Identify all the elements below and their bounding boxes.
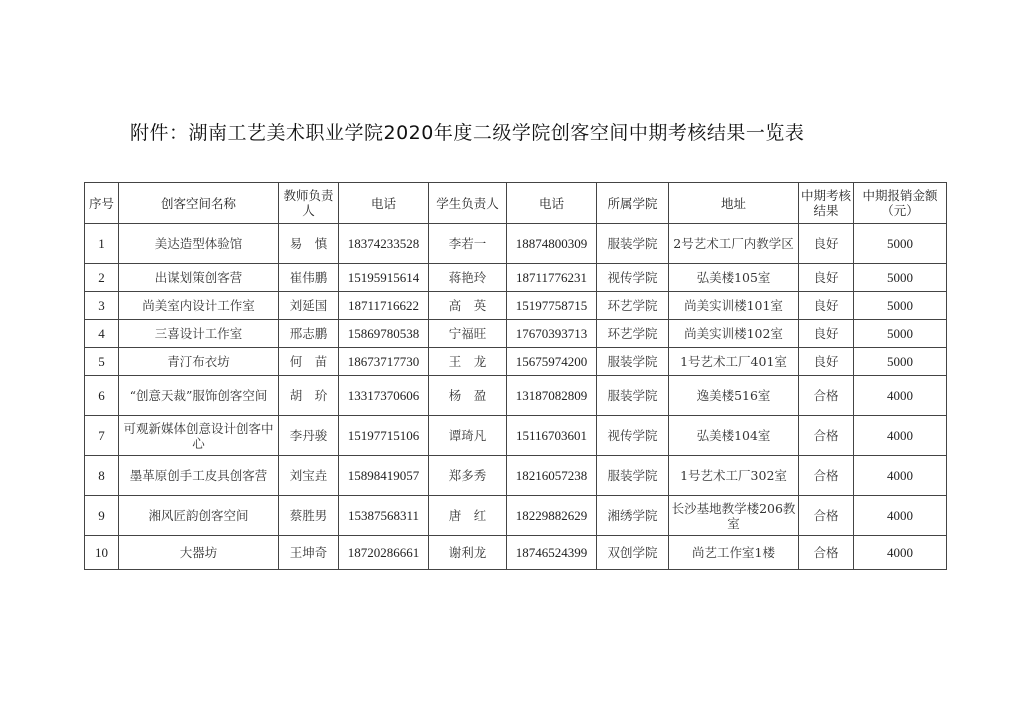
cell-student-phone: 15116703601 [507, 416, 597, 456]
cell-amount: 5000 [854, 348, 947, 376]
cell-college: 服装学院 [597, 224, 669, 264]
cell-amount: 4000 [854, 456, 947, 496]
cell-space-name: 青汀布衣坊 [119, 348, 279, 376]
cell-teacher-phone: 13317370606 [339, 376, 429, 416]
header-teacher: 教师负责人 [279, 183, 339, 224]
header-student: 学生负责人 [429, 183, 507, 224]
cell-address: 1号艺术工厂401室 [669, 348, 799, 376]
cell-college: 服装学院 [597, 348, 669, 376]
cell-space-name: 尚美室内设计工作室 [119, 292, 279, 320]
header-college: 所属学院 [597, 183, 669, 224]
cell-space-name: 三喜设计工作室 [119, 320, 279, 348]
cell-amount: 5000 [854, 224, 947, 264]
cell-student-phone: 18746524399 [507, 536, 597, 570]
cell-amount: 5000 [854, 320, 947, 348]
cell-amount: 4000 [854, 496, 947, 536]
cell-student-phone: 15675974200 [507, 348, 597, 376]
cell-student-phone: 13187082809 [507, 376, 597, 416]
cell-college: 服装学院 [597, 456, 669, 496]
header-student-phone: 电话 [507, 183, 597, 224]
cell-student-phone: 15197758715 [507, 292, 597, 320]
table-row [85, 320, 947, 348]
cell-college: 视传学院 [597, 264, 669, 292]
cell-result: 良好 [799, 224, 854, 264]
cell-teacher-phone: 15387568311 [339, 496, 429, 536]
cell-teacher-phone: 18374233528 [339, 224, 429, 264]
cell-amount: 5000 [854, 292, 947, 320]
cell-student: 郑多秀 [429, 456, 507, 496]
cell-result: 合格 [799, 376, 854, 416]
cell-student: 高 英 [429, 292, 507, 320]
table-row [85, 264, 947, 292]
cell-result: 合格 [799, 496, 854, 536]
cell-student: 谭琦凡 [429, 416, 507, 456]
header-amount: 中期报销金额（元） [854, 183, 947, 224]
table-row [85, 224, 947, 264]
cell-college: 环艺学院 [597, 320, 669, 348]
cell-address: 尚美实训楼102室 [669, 320, 799, 348]
cell-teacher: 崔伟鹏 [279, 264, 339, 292]
cell-address: 尚艺工作室1楼 [669, 536, 799, 570]
cell-index: 3 [85, 292, 119, 320]
header-space-name: 创客空间名称 [119, 183, 279, 224]
cell-student-phone: 18874800309 [507, 224, 597, 264]
cell-amount: 5000 [854, 264, 947, 292]
cell-address: 长沙基地教学楼206教室 [669, 496, 799, 536]
cell-student: 李若一 [429, 224, 507, 264]
cell-teacher-phone: 18720286661 [339, 536, 429, 570]
header-teacher-phone: 电话 [339, 183, 429, 224]
cell-teacher-phone: 15197715106 [339, 416, 429, 456]
cell-result: 良好 [799, 264, 854, 292]
cell-space-name: 大器坊 [119, 536, 279, 570]
cell-student-phone: 18216057238 [507, 456, 597, 496]
cell-student-phone: 18711776231 [507, 264, 597, 292]
cell-student: 唐 红 [429, 496, 507, 536]
table-row [85, 536, 947, 570]
cell-teacher-phone: 15195915614 [339, 264, 429, 292]
cell-teacher: 刘延国 [279, 292, 339, 320]
cell-index: 4 [85, 320, 119, 348]
cell-index: 1 [85, 224, 119, 264]
cell-student: 蒋艳玲 [429, 264, 507, 292]
cell-student: 宁福旺 [429, 320, 507, 348]
table-row [85, 496, 947, 536]
cell-teacher-phone: 18711716622 [339, 292, 429, 320]
cell-space-name: 出谋划策创客营 [119, 264, 279, 292]
cell-amount: 4000 [854, 376, 947, 416]
header-index: 序号 [85, 183, 119, 224]
cell-teacher: 蔡胜男 [279, 496, 339, 536]
cell-amount: 4000 [854, 416, 947, 456]
cell-amount: 4000 [854, 536, 947, 570]
cell-teacher: 邢志鹏 [279, 320, 339, 348]
table-row [85, 456, 947, 496]
cell-index: 9 [85, 496, 119, 536]
page-title: 附件：湖南工艺美术职业学院2020年度二级学院创客空间中期考核结果一览表 [130, 122, 805, 144]
cell-result: 良好 [799, 320, 854, 348]
cell-address: 逸美楼516室 [669, 376, 799, 416]
cell-space-name: 墨革原创手工皮具创客营 [119, 456, 279, 496]
cell-index: 10 [85, 536, 119, 570]
cell-result: 合格 [799, 416, 854, 456]
results-table [84, 182, 947, 570]
cell-result: 良好 [799, 292, 854, 320]
cell-result: 良好 [799, 348, 854, 376]
cell-college: 服装学院 [597, 376, 669, 416]
table-row [85, 416, 947, 456]
cell-student: 杨 盈 [429, 376, 507, 416]
cell-result: 合格 [799, 456, 854, 496]
cell-teacher: 胡 玠 [279, 376, 339, 416]
cell-index: 6 [85, 376, 119, 416]
cell-teacher-phone: 18673717730 [339, 348, 429, 376]
cell-space-name: 可观新媒体创意设计创客中心 [119, 416, 279, 456]
cell-space-name: 湘风匠韵创客空间 [119, 496, 279, 536]
cell-teacher: 易 慎 [279, 224, 339, 264]
cell-student: 谢利龙 [429, 536, 507, 570]
table-row [85, 292, 947, 320]
header-address: 地址 [669, 183, 799, 224]
cell-teacher-phone: 15898419057 [339, 456, 429, 496]
cell-teacher-phone: 15869780538 [339, 320, 429, 348]
cell-index: 8 [85, 456, 119, 496]
cell-teacher: 刘宝垚 [279, 456, 339, 496]
cell-address: 弘美楼105室 [669, 264, 799, 292]
cell-student-phone: 18229882629 [507, 496, 597, 536]
cell-index: 7 [85, 416, 119, 456]
cell-college: 环艺学院 [597, 292, 669, 320]
cell-address: 尚美实训楼101室 [669, 292, 799, 320]
table-header-row [85, 183, 947, 224]
cell-address: 1号艺术工厂302室 [669, 456, 799, 496]
cell-teacher: 李丹骏 [279, 416, 339, 456]
cell-address: 弘美楼104室 [669, 416, 799, 456]
cell-student: 王 龙 [429, 348, 507, 376]
cell-index: 2 [85, 264, 119, 292]
table-row [85, 348, 947, 376]
cell-space-name: 美达造型体验馆 [119, 224, 279, 264]
cell-address: 2号艺术工厂内教学区 [669, 224, 799, 264]
table-row [85, 376, 947, 416]
cell-result: 合格 [799, 536, 854, 570]
table-body [85, 224, 947, 570]
header-result: 中期考核结果 [799, 183, 854, 224]
cell-index: 5 [85, 348, 119, 376]
cell-college: 双创学院 [597, 536, 669, 570]
cell-college: 视传学院 [597, 416, 669, 456]
cell-teacher: 何 苗 [279, 348, 339, 376]
cell-space-name: “创意天裁”服饰创客空间 [119, 376, 279, 416]
cell-teacher: 王坤奇 [279, 536, 339, 570]
cell-college: 湘绣学院 [597, 496, 669, 536]
cell-student-phone: 17670393713 [507, 320, 597, 348]
